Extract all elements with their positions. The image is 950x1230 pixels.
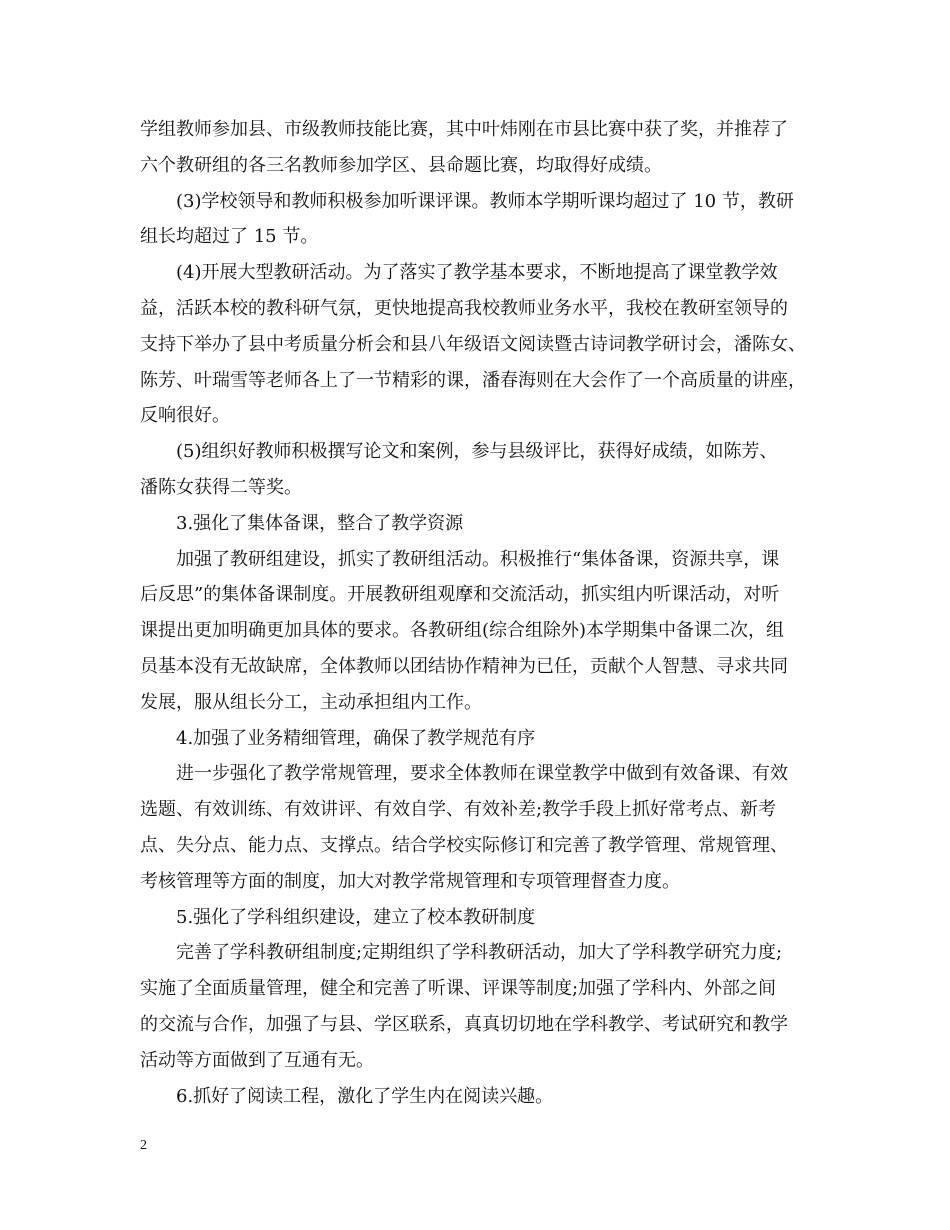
paragraph	[140, 935, 820, 1078]
text-line: 员基本没有无故缺席，全体教师以团结协作精神为已任，贡献个人智慧、寻求共同	[140, 655, 788, 677]
text-line: 活动等方面做到了互通有无。	[140, 1049, 374, 1071]
text-line: 3.强化了集体备课，整合了教学资源	[176, 512, 464, 534]
text-line: 加强了教研组建设，抓实了教研组活动。积极推行“集体备课，资源共享，课	[176, 548, 780, 570]
text-line: 完善了学科教研组制度;定期组织了学科教研活动，加大了学科教学研究力度;	[176, 942, 783, 964]
text-line: 进一步强化了教学常规管理，要求全体教师在课堂教学中做到有效备课、有效	[176, 763, 788, 785]
text-line: 的交流与合作，加强了与县、学区联系，真真切切地在学科教学、考试研究和教学	[140, 1013, 788, 1035]
paragraph	[140, 721, 820, 757]
text-line: 选题、有效训练、有效讲评、有效自学、有效补差;教学手段上抓好常考点、新考	[140, 799, 777, 821]
paragraph	[140, 756, 820, 899]
paragraph	[140, 255, 820, 434]
text-line: 点、失分点、能力点、支撑点。结合学校实际修订和完善了教学管理、常规管理、	[140, 834, 788, 856]
text-line: (5)组织好教师积极撰写论文和案例，参与县级评比，获得好成绩，如陈芳、	[176, 441, 778, 463]
text-line: 益，活跃本校的教科研气氛，更快地提高我校教师业务水平，我校在教研室领导的	[140, 297, 788, 319]
text-line: 考核管理等方面的制度，加大对教学常规管理和专项管理督查力度。	[140, 870, 680, 892]
text-line: 6.抓好了阅读工程，激化了学生内在阅读兴趣。	[176, 1085, 554, 1107]
text-line: 实施了全面质量管理，健全和完善了听课、评课等制度;加强了学科内、外部之间	[140, 978, 777, 1000]
text-line: 发展，服从组长分工，主动承担组内工作。	[140, 691, 482, 713]
text-line: 5.强化了学科组织建设，建立了校本教研制度	[176, 906, 536, 928]
paragraph	[140, 506, 820, 542]
text-line: 反响很好。	[140, 405, 230, 427]
paragraph	[140, 1079, 820, 1115]
text-line: 课提出更加明确更加具体的要求。各教研组(综合组除外)本学期集中备课二次，组	[140, 620, 785, 642]
paragraph	[140, 900, 820, 936]
text-line: 潘陈女获得二等奖。	[140, 476, 302, 498]
text-line: 陈芳、叶瑞雪等老师各上了一节精彩的课，潘春海则在大会作了一个高质量的讲座，	[140, 369, 806, 391]
document-body	[140, 112, 820, 1114]
paragraph	[140, 112, 820, 184]
text-line: (3)学校领导和教师积极参加听课评课。教师本学期听课均超过了 10 节，教研	[176, 190, 794, 212]
paragraph	[140, 434, 820, 506]
text-line: 六个教研组的各三名教师参加学区、县命题比赛，均取得好成绩。	[140, 154, 662, 176]
paragraph	[140, 542, 820, 721]
text-line: 4.加强了业务精细管理，确保了教学规范有序	[176, 727, 536, 749]
paragraph	[140, 184, 820, 256]
text-line: 学组教师参加县、市级教师技能比赛，其中叶炜刚在市县比赛中获了奖，并推荐了	[140, 119, 788, 140]
page-number: 2	[140, 1138, 147, 1153]
text-line: (4)开展大型教研活动。为了落实了教学基本要求，不断地提高了课堂教学效	[176, 262, 778, 284]
text-line: 组长均超过了 15 节。	[140, 226, 319, 248]
text-line: 支持下举办了县中考质量分析会和县八年级语文阅读暨古诗词教学研讨会，潘陈女、	[140, 333, 806, 355]
text-line: 后反思”的集体备课制度。开展教研组观摩和交流活动，抓实组内听课活动，对听	[140, 584, 780, 606]
